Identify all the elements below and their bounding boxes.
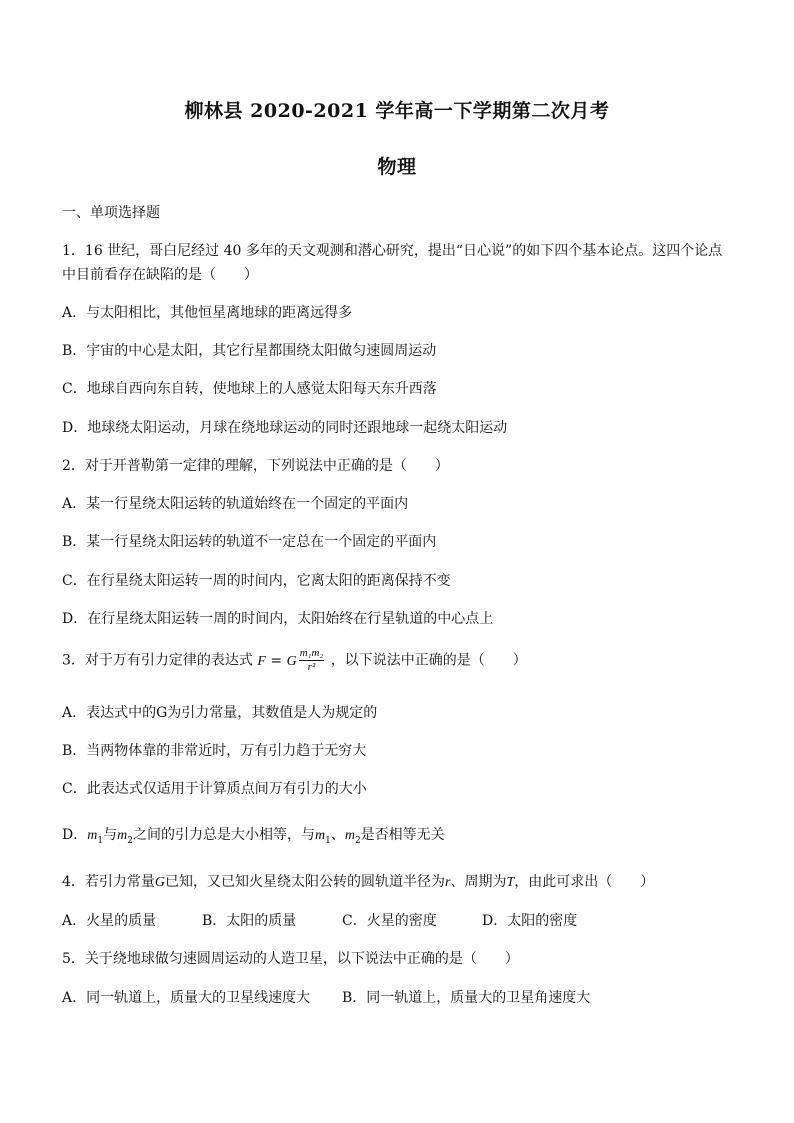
- q4-r-symbol: r: [445, 875, 451, 890]
- formula-equals: =: [265, 652, 287, 669]
- q1-stem-line1: 1．16 世纪，哥白尼经过 40 多年的天文观测和潜心研究，提出“日心说”的如下四个基本论点。这四个论点: [62, 243, 723, 259]
- q2-option-b: B．某一行星绕太阳运转的轨道不一定总在一个固定的平面内: [62, 534, 437, 550]
- q4-option-a: A．火星的质量: [62, 913, 157, 929]
- q3-stem: [62, 648, 527, 673]
- section-heading: 一、单项选择题: [62, 205, 160, 221]
- q1-option-b: B．宇宙的中心是太阳，其它行星都围绕太阳做匀速圆周运动: [62, 343, 437, 359]
- q4-stem: [62, 871, 654, 891]
- m2-symbol-2: m: [344, 828, 355, 843]
- formula-lhs: F: [257, 653, 266, 669]
- q2-option-d: D．在行星绕太阳运转一周的时间内，太阳始终在行星轨道的中心点上: [62, 611, 494, 627]
- q4-g-symbol: G: [154, 875, 166, 890]
- q3-option-d-text4: 是否相等无关: [360, 827, 445, 843]
- formula-numerator: m₁m₂: [299, 647, 324, 659]
- q4-t-symbol: T: [506, 875, 515, 890]
- q3-stem-post: ，以下说法中正确的是（ ）: [330, 652, 527, 669]
- m1-subscript-2: 1: [325, 835, 331, 846]
- q2-stem: 2．对于开普勒第一定律的理解，下列说法中正确的是（ ）: [62, 458, 449, 474]
- q1-stem-line2: 中目前看存在缺陷的是（ ）: [62, 267, 258, 283]
- q4-option-b: B．太阳的质量: [202, 913, 297, 929]
- formula-denominator: r²: [307, 661, 316, 673]
- q1-option-c: C．地球自西向东自转，使地球上的人感觉太阳每天东升西落: [62, 381, 437, 397]
- exam-title: 柳林县 2020-2021 学年高一下学期第二次月考: [184, 100, 610, 122]
- q3-option-d-text1: 与: [103, 827, 118, 843]
- formula-fraction: [299, 648, 325, 673]
- q5-option-b: B．同一轨道上，质量大的卫星角速度大: [342, 990, 591, 1006]
- gravitation-formula: [257, 647, 330, 673]
- q3-option-a: A．表达式中的G为引力常量，其数值是人为规定的: [62, 705, 378, 721]
- q1-option-a: A．与太阳相比，其他恒星离地球的距离远得多: [62, 305, 353, 321]
- formula-g: G: [286, 653, 297, 669]
- q4-options-row: [62, 910, 577, 930]
- q3-option-c: C．此表达式仅适用于计算质点间万有引力的大小: [62, 781, 367, 797]
- m2-subscript-2: 2: [354, 835, 361, 846]
- m2-subscript: 2: [127, 835, 133, 846]
- q2-option-a: A．某一行星绕太阳运转的轨道始终在一个固定的平面内: [62, 496, 409, 512]
- q3-stem-pre: 3．对于万有引力定律的表达式: [62, 652, 253, 669]
- q4-option-d: D．太阳的密度: [482, 913, 578, 929]
- q3-option-d-text2: 之间的引力总是大小相等，与: [132, 827, 315, 843]
- m1-symbol-2: m: [314, 828, 326, 843]
- m1-subscript: 1: [97, 835, 104, 846]
- q3-option-d-text3: 、: [330, 827, 345, 843]
- subject-title: 物理: [377, 156, 417, 178]
- m2-symbol: m: [117, 828, 128, 843]
- q3-option-d: [62, 824, 445, 846]
- q4-stem-d: ，由此可求出（ ）: [514, 874, 655, 890]
- q4-stem-a: 4．若引力常量: [62, 874, 155, 890]
- q3-option-d-label: D．: [62, 827, 88, 843]
- q1-option-d: D．地球绕太阳运动，月球在绕地球运动的同时还跟地球一起绕太阳运动: [62, 420, 508, 436]
- q4-stem-c: 、周期为: [450, 874, 507, 890]
- q2-option-c: C．在行星绕太阳运转一周的时间内，它离太阳的距离保持不变: [62, 573, 451, 589]
- q4-stem-b: 已知，又已知火星绕太阳公转的圆轨道半径为: [165, 874, 446, 890]
- q5-stem: 5．关于绕地球做匀速圆周运动的人造卫星，以下说法中正确的是（ ）: [62, 951, 519, 967]
- q5-option-a: A．同一轨道上，质量大的卫星线速度大: [62, 990, 311, 1006]
- q5-options-row: [62, 987, 590, 1007]
- q3-option-b: B．当两物体靠的非常近时，万有引力趋于无穷大: [62, 743, 367, 759]
- q4-option-c: C．火星的密度: [342, 913, 437, 929]
- m1-symbol: m: [87, 828, 98, 843]
